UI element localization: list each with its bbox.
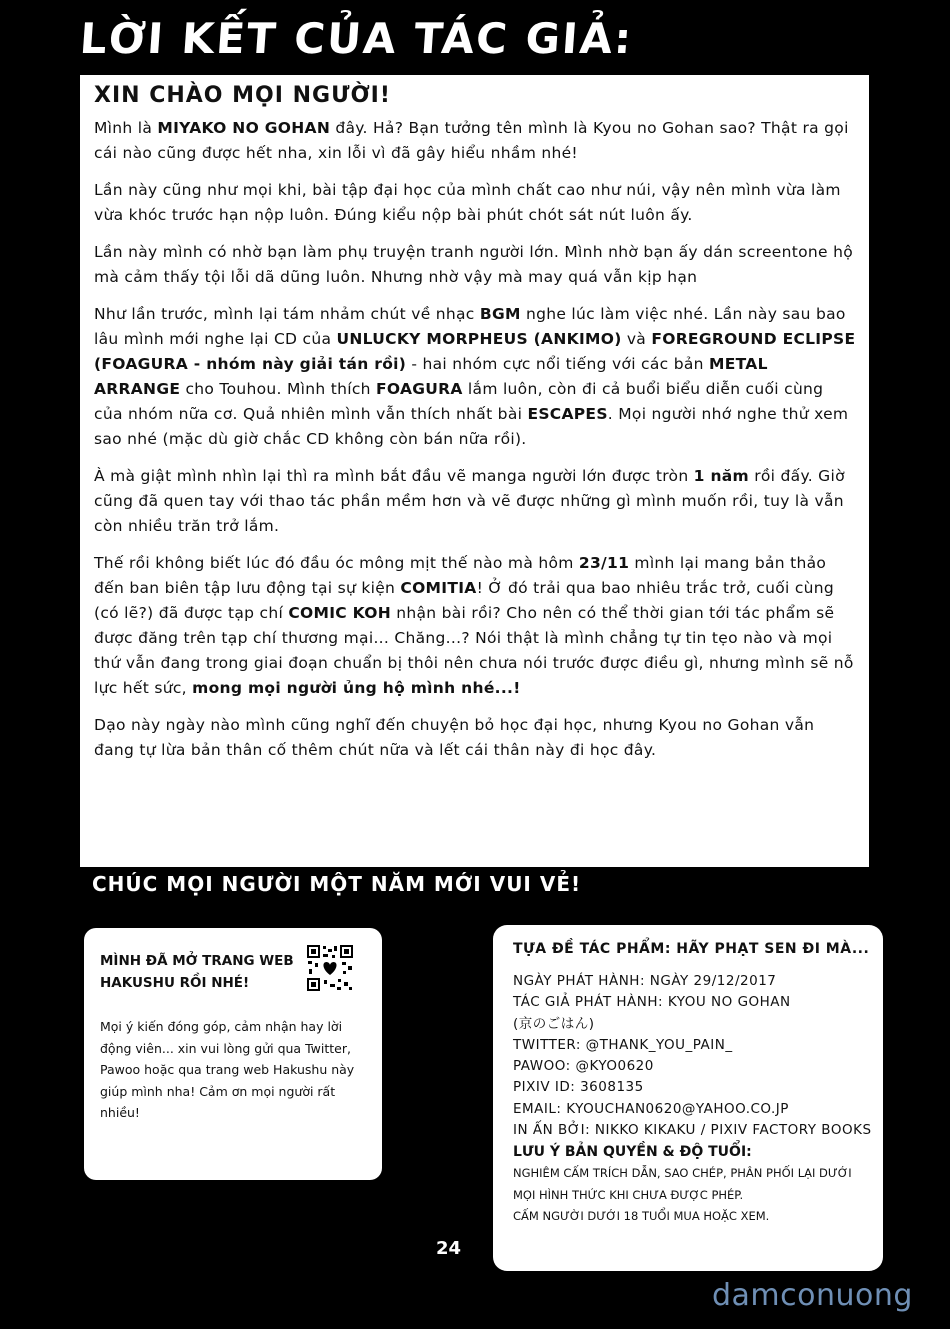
paragraph-7: Dạo này ngày nào mình cũng nghĩ đến chuyện bỏ học đại học, nhưng Kyou no Gohan vẫn đang tự lừa bản thân cố thêm chút nữa và lết cái thân này đi học đây.: [94, 716, 815, 759]
bold-run: BGM: [479, 305, 521, 323]
bold-run: mong mọi người ủng hộ mình nhé...!: [192, 679, 521, 697]
paragraph-6: [94, 551, 857, 701]
paragraph-5: [94, 464, 857, 539]
text-run: rồi đấy. Giờ cũng đã quen tay với thao tác phần mềm hơn và vẽ được những gì mình muốn rồi, tuy là vẫn còn nhiều trăn trở lắm.: [94, 467, 845, 535]
pixiv-id: PIXIV ID: 3608135: [513, 1079, 644, 1096]
bold-run: FOREGROUND ECLIPSE (FOAGURA - nhóm này giải tán rồi): [94, 330, 856, 373]
email-address: EMAIL: KYOUCHAN0620@YAHOO.CO.JP: [513, 1100, 789, 1117]
web-box-body: Mọi ý kiến đóng góp, cảm nhận hay lời động viên... xin vui lòng gửi qua Twitter, Pawoo hoặc qua trang web Hakushu này giúp mình nha! Cảm ơn mọi người rất nhiều!: [100, 1019, 355, 1120]
text-run: Như lần trước, mình lại tám nhảm chút về nhạc: [94, 305, 480, 323]
new-year-greeting: CHÚC MỌI NGƯỜI MỘT NĂM MỚI VUI VẺ!: [92, 872, 582, 896]
text-run: đây. Hả? Bạn tưởng tên mình là Kyou no Gohan sao? Thật ra gọi cái nào cũng được hết nha, xin lỗi vì đã gây hiểu nhầm nhé!: [94, 119, 849, 162]
text-run: nhận bài rồi? Cho nên có thể thời gian tới tác phẩm sẽ được đăng trên tạp chí thương mại... Chăng...? Nói thật là mình chẳng tự tin tẹo nào và mọi thứ vẫn đang trong giai đoạn chuẩn bị thôi nên chưa nói trước được điều gì, nhưng mình sẽ nỗ lực hết sức,: [94, 604, 854, 697]
greeting-heading: XIN CHÀO MỌI NGƯỜI!: [94, 83, 391, 108]
bold-run: 1 năm: [693, 467, 749, 485]
paragraph-4: [94, 302, 857, 452]
age-notice: CẤM NGƯỜI DƯỚI 18 TUỔI MUA HOẶC XEM.: [513, 1209, 770, 1224]
text-run: và: [621, 330, 652, 348]
bold-run: UNLUCKY MORPHEUS (ANKIMO): [336, 330, 622, 348]
qr-code-icon[interactable]: [306, 944, 354, 992]
publisher-author: TÁC GIẢ PHÁT HÀNH: KYOU NO GOHAN: [513, 994, 791, 1011]
publication-info-box: [493, 925, 883, 1271]
text-run: . Mọi người nhớ nghe thử xem sao nhé (mặc dù giờ chắc CD không còn bán nữa rồi).: [94, 405, 849, 448]
bold-run: 23/11: [578, 554, 630, 572]
page-title: LỜI KẾT CỦA TÁC GIẢ:: [78, 14, 635, 63]
bold-run: COMIC KOH: [288, 604, 391, 622]
text-run: - hai nhóm cực nổi tiếng với các bản: [406, 355, 710, 373]
bold-run: METAL ARRANGE: [94, 355, 768, 398]
work-title: TỰA ĐỀ TÁC PHẨM: HÃY PHẠT SEN ĐI MÀ...: [513, 941, 870, 957]
bold-run: FOAGURA: [376, 380, 463, 398]
text-run: nghe lúc làm việc nhé. Lần này sau bao lâu mình mới nghe lại CD của: [94, 305, 846, 348]
author-note-box: [80, 75, 869, 867]
release-date: NGÀY PHÁT HÀNH: NGÀY 29/12/2017: [513, 973, 777, 989]
copyright-title: LƯU Ý BẢN QUYỀN & ĐỘ TUỔI:: [513, 1144, 752, 1161]
pawoo-handle: PAWOO: @KYO0620: [513, 1058, 654, 1075]
site-watermark: damconuong: [712, 1278, 913, 1313]
bold-run: COMITIA: [400, 579, 477, 597]
bold-run: ESCAPES: [527, 405, 608, 423]
paragraph-1: [94, 116, 857, 166]
text-run: Mình là: [94, 119, 158, 137]
text-run: mình lại mang bản thảo đến ban biên tập lưu động tại sự kiện: [94, 554, 827, 597]
text-run: lắm luôn, còn đi cả buổi biểu diễn cuối cùng của nhóm nữa cơ. Quả nhiên mình vẫn thích nhất bài: [94, 380, 824, 423]
twitter-handle: TWITTER: @THANK_YOU_PAIN_: [513, 1036, 733, 1053]
text-run: À mà giật mình nhìn lại thì ra mình bắt đầu vẽ manga người lớn được tròn: [94, 467, 694, 485]
paragraph-2: Lần này cũng như mọi khi, bài tập đại học của mình chất cao như núi, vậy nên mình vừa làm vừa khóc trước hạn nộp luôn. Đúng kiểu nộp bài phút chót sát nút luôn ấy.: [94, 181, 841, 224]
web-box-title: MÌNH ĐÃ MỞ TRANG WEB HAKUSHU RỒI NHÉ!: [100, 953, 294, 991]
page-number: 24: [436, 1238, 462, 1259]
bold-run: MIYAKO NO GOHAN: [157, 119, 331, 137]
paragraph-3: Lần này mình có nhờ bạn làm phụ truyện tranh người lớn. Mình nhờ bạn ấy dán screentone hộ mà cảm thấy tội lỗi dã dũng luôn. Nhưng nhờ vậy mà may quá vẫn kịp hạn: [94, 243, 853, 286]
hakushu-web-box: [84, 928, 382, 1180]
text-run: ! Ở đó trải qua bao nhiêu trắc trở, cuối cùng (có lẽ?) đã được tạp chí: [94, 579, 835, 622]
text-run: Thế rồi không biết lúc đó đầu óc mông mịt thế nào mà hôm: [94, 554, 579, 572]
printer-info: IN ẤN BỞI: NIKKO KIKAKU / PIXIV FACTORY BOOKS: [513, 1122, 872, 1139]
author-japanese-name: (京のごはん): [513, 1015, 595, 1032]
text-run: cho Touhou. Mình thích: [180, 380, 376, 398]
copyright-notice: NGHIÊM CẤM TRÍCH DẪN, SAO CHÉP, PHÂN PHỐI LẠI DƯỚI MỌI HÌNH THỨC KHI CHƯA ĐƯỢC PHÉP.: [513, 1166, 852, 1202]
